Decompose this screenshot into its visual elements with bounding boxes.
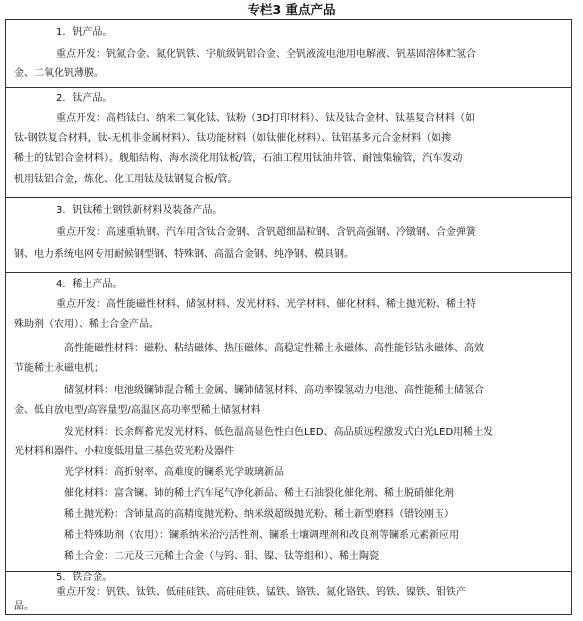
subsection-text-line: 稀土合金：二元及三元稀土合金（与钨、钼、镍、钛等组和）、稀土陶瓷 — [64, 551, 379, 562]
section-text-line: 重点开发：高速重轨钢、汽车用含钛合金钢、含钒超细晶粒钢、含钒高强钢、冷镦钢、合金弹簧 — [56, 227, 476, 238]
section-vanadium — [6, 20, 571, 88]
subsection-text-line: 高性能磁性材料：磁粉、粘结磁体、热压磁体、高稳定性稀土永磁体、高性能钐钴永磁体、高效 — [64, 343, 484, 354]
section-ferroalloy — [6, 572, 571, 614]
section-rare-earth — [6, 273, 571, 572]
section-text-line: 重点开发：高性能磁性材料、储氢材料、发光材料、光学材料、催化材料、稀土抛光粉、稀土特 — [56, 299, 476, 310]
section-heading: 5．铁合金。 — [56, 572, 113, 583]
section-text-line: 稀土的钛铝合金材料）。舰船结构、海水淡化用钛板/管，石油工程用钛油井管、耐蚀集输管，汽车发动 — [14, 153, 463, 164]
subsection-text-line: 稀土抛光粉：含铈量高的高精度抛光粉、纳米级超级抛光粉、稀土新型磨料（镨铰刚玉） — [64, 509, 454, 520]
section-heading: 3．钒钛稀土钢铁新材料及装备产品。 — [56, 205, 223, 216]
section-text-line: 钢、电力系统电网专用耐候钢型钢、特殊钢、高温合金钢、纯净钢、模具钢。 — [14, 249, 354, 260]
section-text-line: 重点开发：高档钛白、纳米二氧化钛、钛粉（3D打印材料）、钛及钛合金材、钛基复合材料（如 — [56, 113, 476, 124]
subsection-text-line: 节能稀土永磁电机； — [14, 363, 104, 374]
subsection-text-line: 光学材料：高折射率、高难度的镧系光学玻璃新品 — [64, 467, 284, 478]
section-titanium — [6, 88, 571, 198]
products-table — [5, 19, 572, 615]
subsection-text-line: 储氢材料：电池级镧铈混合稀土金属、镧铈储氢材料、高功率镍氢动力电池、高性能稀土储氢合 — [64, 385, 484, 396]
section-heading: 1．钒产品。 — [56, 27, 113, 38]
section-heading: 4．稀土产品。 — [56, 279, 123, 290]
subsection-text-line: 稀土特殊助剂（农用）：镧系纳米治污活性剂、镧系土壤调理剂和改良剂等镧系元素新应用 — [64, 530, 459, 541]
section-steel — [6, 198, 571, 273]
subsection-text-line: 光材料和器件、小粒度低用量三基色荧光粉及器件 — [14, 446, 234, 457]
page-title: 专栏3 重点产品 — [247, 2, 336, 17]
section-text-line: 重点开发：钒铁、钛铁、低硅硅铁、高硅硅铁、锰铁、铬铁、氮化铬铁、钨铁、镍铁、钼铁产 — [56, 587, 466, 598]
section-text-line: 机用钛铝合金，炼化、化工用钛及钛钢复合板/管。 — [14, 174, 238, 185]
section-heading: 2．钛产品。 — [56, 93, 113, 104]
section-text-line: 金、二氧化钒薄膜。 — [14, 68, 104, 79]
section-text-line: 品。 — [14, 601, 34, 612]
section-text-line: 重点开发：钒氮合金、氮化钒铁、宇航级钒铝合金、全钒液流电池用电解液、钒基固溶体贮氢合 — [56, 49, 476, 60]
subsection-text-line: 催化材料：富含镧、铈的稀土汽车尾气净化新品、稀土石油裂化催化剂、稀土脱硝催化剂 — [64, 488, 454, 499]
section-text-line: 钛-钢铁复合材料，钛-无机非金属材料）、钛功能材料（如钛催化材料）、钛铝基多元合金材料（如掺 — [14, 133, 452, 144]
subsection-text-line: 发光材料：长余辉蓄光发光材料、低色温高显色性白色LED、高品质远程激发式白光LED用稀土发 — [64, 427, 494, 438]
subsection-text-line: 金、低自放电型/高容量型/高温区高功率型稀土储氢材料 — [14, 405, 261, 416]
section-text-line: 殊助剂（农用）、稀土合金产品。 — [14, 319, 159, 330]
